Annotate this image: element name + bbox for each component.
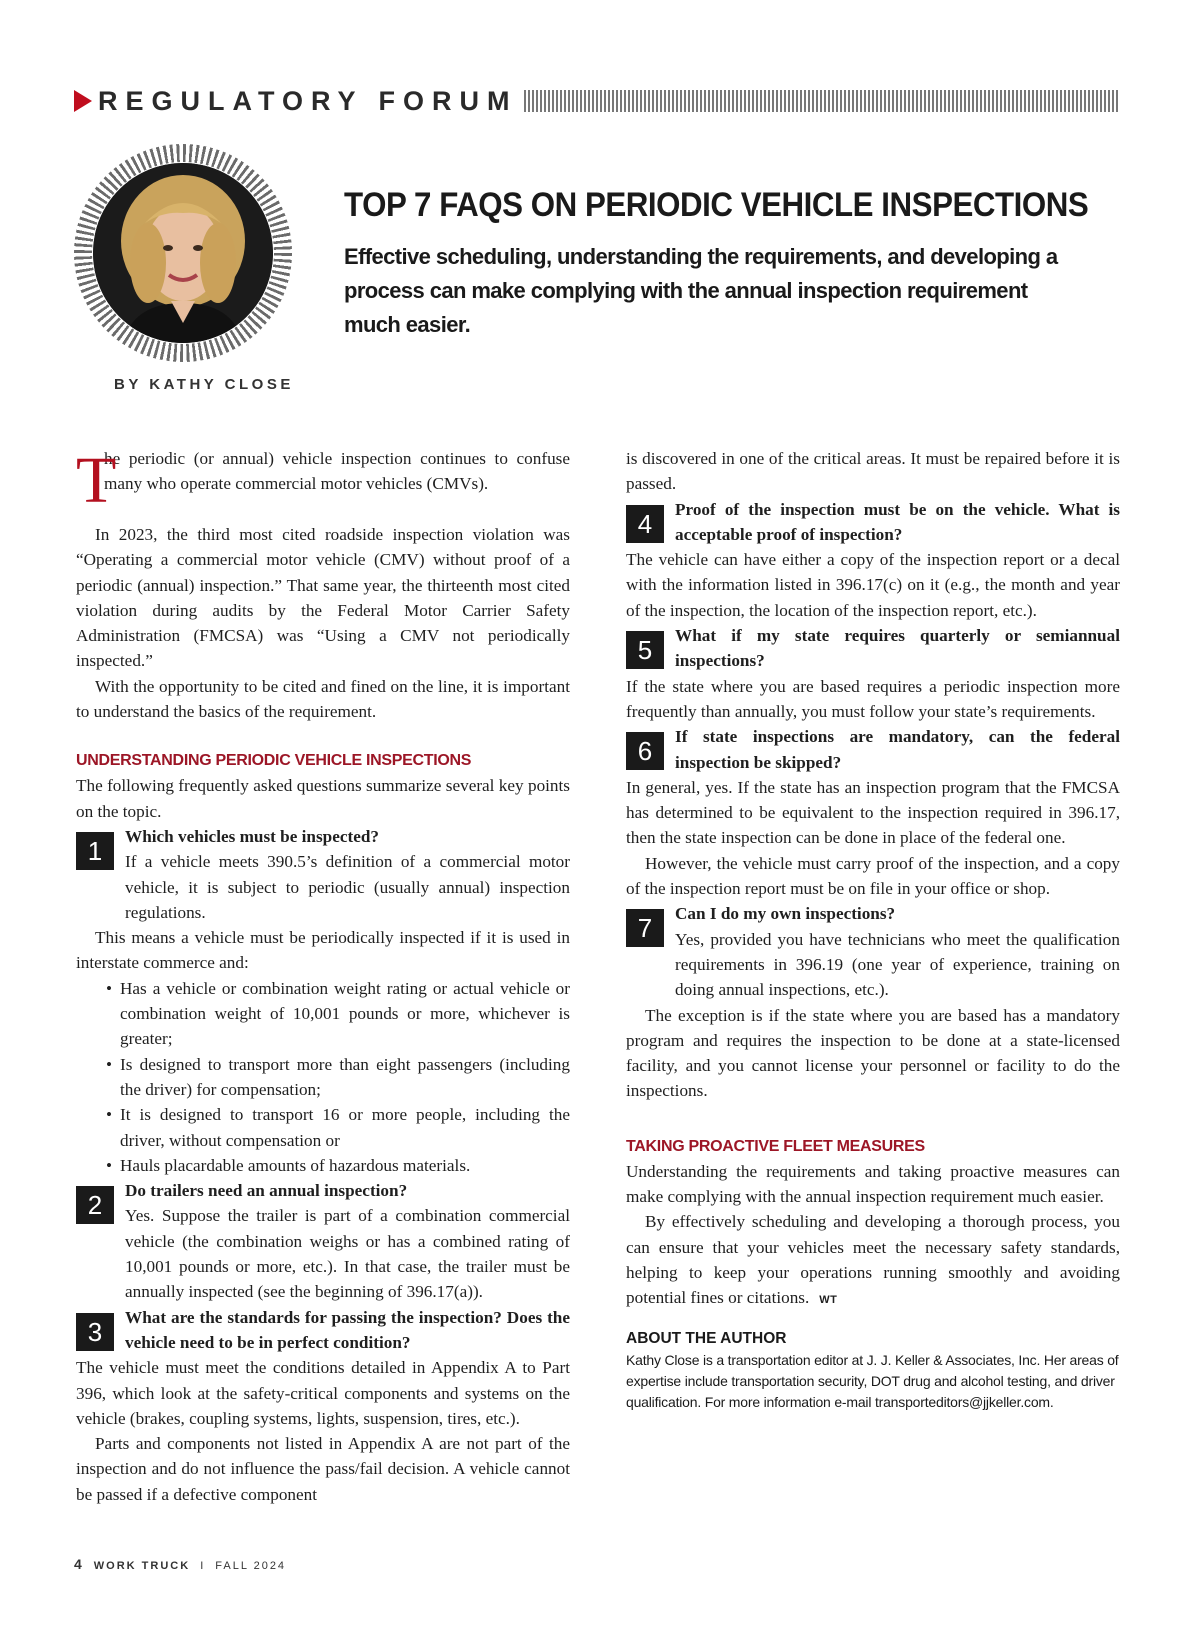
list-item: • It is designed to transport 16 or more people, including the driver, without compensation or xyxy=(106,1102,570,1153)
faq-extra: However, the vehicle must carry proof of the inspection, and a copy of the inspection report must be on file in your office or shop. xyxy=(626,853,1120,899)
section-label: REGULATORY FORUM xyxy=(98,85,518,116)
faq-number: 2 xyxy=(76,1186,114,1224)
about-author-heading: ABOUT THE AUTHOR xyxy=(626,1329,787,1347)
intro-paragraph-3: With the opportunity to be cited and fined on the line, it is important to understand the basics of the requirement. xyxy=(76,676,570,722)
closing-paragraph-2 xyxy=(626,1209,1120,1313)
faq-continued: is discovered in one of the critical areas. It must be repaired before it is passed. xyxy=(626,449,1120,494)
magazine-name: WORK TRUCK xyxy=(93,1560,191,1572)
faq-answer: If the state where you are based requires a periodic inspection more frequently than annually, you must follow your state’s requirements. xyxy=(626,676,1120,721)
intro-text: he periodic (or annual) vehicle inspection continues to confuse many who operate commercial motor vehicles (CMVs). xyxy=(104,449,570,494)
faq-number: 5 xyxy=(626,631,664,669)
author-photo xyxy=(93,163,273,343)
faq-question: Proof of the inspection must be on the vehicle. What is acceptable proof of inspection? xyxy=(675,499,1120,544)
faq-extra: This means a vehicle must be periodically inspected if it is used in interstate commerce and: xyxy=(76,928,570,973)
intro-paragraph-2: In 2023, the third most cited roadside inspection violation was “Operating a commercial motor vehicle (CMV) without proof of a periodic (annual) inspection.” That same year, the thirteenth most cited violation during audits by the Federal Motor Carrier Safety Administration (FMCSA) was “Using a CMV not periodically inspected.” xyxy=(76,525,570,671)
article-title: TOP 7 FAQS ON PERIODIC VEHICLE INSPECTIONS xyxy=(344,186,1089,224)
hatch-divider xyxy=(524,90,1120,112)
faq-question: Can I do my own inspections? xyxy=(675,904,896,924)
faq-extra: The exception is if the state where you are based has a mandatory program and requires the inspection to be done at a state-licensed facility, and you cannot license your personnel or facility to do the inspections. xyxy=(626,1005,1120,1101)
article-subtitle: Effective scheduling, understanding the requirements, and developing a process can make complying with the annual inspection requirement much easier. xyxy=(344,244,1058,337)
faq-4 xyxy=(626,497,1120,623)
faq-question: What if my state requires quarterly or semiannual inspections? xyxy=(675,626,1120,671)
about-author-body: Kathy Close is a transportation editor at J. J. Keller & Associates, Inc. Her areas of expertise include transportation security, DOT drug and alcohol testing, and driver qualification. For more information e-mail transporteditors@jjkeller.com. xyxy=(626,1351,1119,1410)
triangle-icon xyxy=(74,90,92,112)
faq-question: Which vehicles must be inspected? xyxy=(125,826,379,846)
list-item: • Has a vehicle or combination weight rating or actual vehicle or combination weight of 10,001 pounds or more, whichever is greater; xyxy=(106,976,570,1052)
list-item: • Hauls placardable amounts of hazardous materials. xyxy=(106,1153,570,1178)
faq-3 xyxy=(76,1305,570,1507)
author-portrait-image xyxy=(93,163,273,343)
faq-5 xyxy=(626,623,1120,724)
closing-text: By effectively scheduling and developing a thorough process, you can ensure that your vehicles meet the necessary safety standards, helping to keep your operations running smoothly and avoiding potential fines or citations. xyxy=(626,1212,1120,1308)
right-column xyxy=(626,446,1120,1413)
faq-number: 6 xyxy=(626,732,664,770)
faq-question: What are the standards for passing the inspection? Does the vehicle need to be in perfect condition? xyxy=(125,1307,570,1352)
issue-date: FALL 2024 xyxy=(215,1560,287,1572)
byline: BY KATHY CLOSE xyxy=(114,376,294,393)
faq-6 xyxy=(626,724,1120,901)
footer-separator: I xyxy=(200,1560,206,1572)
page-number: 4 xyxy=(74,1556,84,1572)
faq-extra: Parts and components not listed in Appendix A are not part of the inspection and do not influence the pass/fail decision. A vehicle cannot be passed if a defective component xyxy=(76,1434,570,1504)
section-intro: The following frequently asked questions summarize several key points on the topic. xyxy=(76,776,570,821)
page-footer xyxy=(74,1556,286,1572)
faq-number: 4 xyxy=(626,505,664,543)
closing-paragraph-1: Understanding the requirements and taking proactive measures can make complying with the annual inspection requirement much easier. xyxy=(626,1161,1120,1207)
section-heading-proactive: TAKING PROACTIVE FLEET MEASURES xyxy=(626,1137,925,1155)
list-item: • Is designed to transport more than eight passengers (including the driver) for compensation; xyxy=(106,1052,570,1103)
left-column xyxy=(76,446,570,1507)
section-header xyxy=(74,86,1120,116)
faq-7 xyxy=(626,901,1120,1103)
faq-question: If state inspections are mandatory, can the federal inspection be skipped? xyxy=(675,727,1120,772)
section-heading-understanding: UNDERSTANDING PERIODIC VEHICLE INSPECTIONS xyxy=(76,752,472,770)
drop-cap: T xyxy=(76,444,117,517)
faq-1 xyxy=(76,824,570,1178)
faq-answer: The vehicle must meet the conditions detailed in Appendix A to Part 396, which look at the safety-critical components and systems on the vehicle (brakes, coupling systems, lights, suspension, tires, etc.). xyxy=(76,1358,570,1428)
faq-number: 3 xyxy=(76,1313,114,1351)
faq-answer: If a vehicle meets 390.5’s definition of a commercial motor vehicle, it is subject to periodic (usually annual) inspection regulations. xyxy=(125,852,570,922)
end-mark: WT xyxy=(819,1294,838,1307)
faq-number: 7 xyxy=(626,909,664,947)
faq-2 xyxy=(76,1178,570,1304)
intro-paragraph-1 xyxy=(76,446,570,522)
faq-answer: Yes. Suppose the trailer is part of a combination commercial vehicle (the combination weighs or has a combined rating of 10,001 pounds or more, etc.). In that case, the trailer must be annually inspected (see the beginning of 396.17(a)). xyxy=(125,1206,570,1302)
faq-question: Do trailers need an annual inspection? xyxy=(125,1181,408,1201)
criteria-list xyxy=(106,976,570,1178)
faq-number: 1 xyxy=(76,832,114,870)
faq-answer: In general, yes. If the state has an inspection program that the FMCSA has determined to be equivalent to the inspection required in 396.17, then the state inspection can be done in place of the federal one. xyxy=(626,777,1120,848)
faq-answer: Yes, provided you have technicians who meet the qualification requirements in 396.19 (one year of experience, training on doing annual inspections, etc.). xyxy=(675,929,1120,1000)
faq-answer: The vehicle can have either a copy of the inspection report or a decal with the information listed in 396.17(c) on it (e.g., the month and year of the inspection, the location of the inspection report, etc.). xyxy=(626,550,1120,620)
